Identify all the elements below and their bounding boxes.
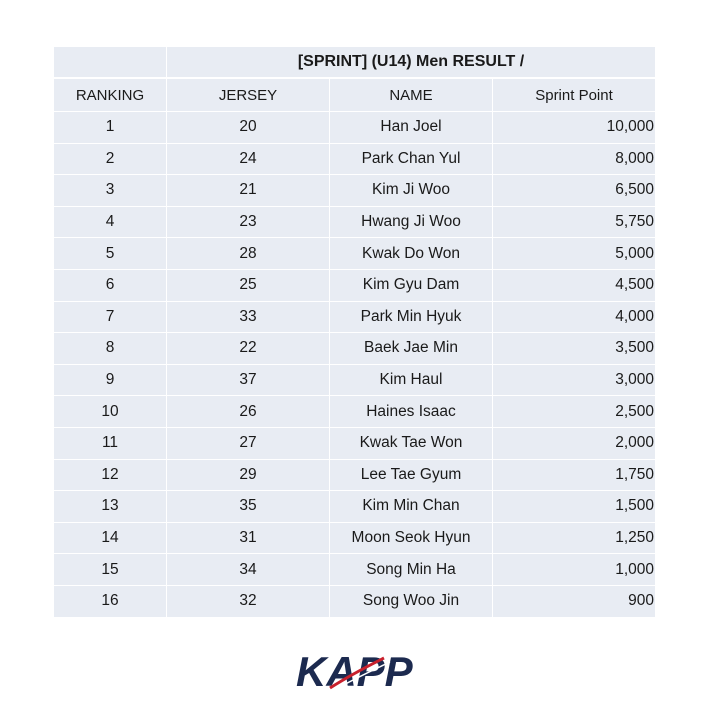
logo-text: KAPP — [296, 648, 413, 692]
ranking-cell: 4 — [54, 207, 166, 238]
ranking-cell: 2 — [54, 144, 166, 175]
sprint-point-cell: 1,500 — [492, 491, 655, 522]
name-cell: Haines Isaac — [329, 396, 492, 427]
jersey-cell: 20 — [166, 112, 329, 143]
jersey-cell: 35 — [166, 491, 329, 522]
jersey-cell: 24 — [166, 144, 329, 175]
kapp-logo — [292, 648, 414, 692]
table-row — [54, 175, 655, 206]
sprint-point-cell: 2,000 — [492, 428, 655, 459]
ranking-cell: 15 — [54, 554, 166, 585]
jersey-cell: 22 — [166, 333, 329, 364]
ranking-cell: 13 — [54, 491, 166, 522]
ranking-cell: 11 — [54, 428, 166, 459]
table-row — [54, 270, 655, 301]
ranking-cell: 5 — [54, 238, 166, 269]
name-cell: Kim Gyu Dam — [329, 270, 492, 301]
table-row — [54, 586, 655, 617]
jersey-cell: 37 — [166, 365, 329, 396]
ranking-cell: 8 — [54, 333, 166, 364]
jersey-cell: 28 — [166, 238, 329, 269]
name-cell: Kim Min Chan — [329, 491, 492, 522]
sprint-point-cell: 1,000 — [492, 554, 655, 585]
jersey-cell: 23 — [166, 207, 329, 238]
name-cell: Moon Seok Hyun — [329, 523, 492, 554]
name-cell: Hwang Ji Woo — [329, 207, 492, 238]
header-name: NAME — [329, 78, 492, 111]
table-row — [54, 491, 655, 522]
jersey-cell: 29 — [166, 460, 329, 491]
ranking-cell: 12 — [54, 460, 166, 491]
table-row — [54, 302, 655, 333]
name-cell: Park Min Hyuk — [329, 302, 492, 333]
sprint-point-cell: 2,500 — [492, 396, 655, 427]
ranking-cell: 7 — [54, 302, 166, 333]
name-cell: Han Joel — [329, 112, 492, 143]
name-cell: Kim Ji Woo — [329, 175, 492, 206]
header-row — [54, 78, 655, 111]
table-row — [54, 554, 655, 585]
name-cell: Baek Jae Min — [329, 333, 492, 364]
table-row — [54, 144, 655, 175]
table-row — [54, 428, 655, 459]
name-cell: Song Woo Jin — [329, 586, 492, 617]
ranking-cell: 1 — [54, 112, 166, 143]
jersey-cell: 34 — [166, 554, 329, 585]
sprint-point-cell: 900 — [492, 586, 655, 617]
table-row — [54, 207, 655, 238]
table-row — [54, 396, 655, 427]
sprint-point-cell: 10,000 — [492, 112, 655, 143]
header-ranking: RANKING — [54, 78, 166, 111]
jersey-cell: 31 — [166, 523, 329, 554]
table-title: [SPRINT] (U14) Men RESULT / — [166, 47, 655, 77]
table-row — [54, 523, 655, 554]
jersey-cell: 27 — [166, 428, 329, 459]
sprint-point-cell: 8,000 — [492, 144, 655, 175]
ranking-cell: 9 — [54, 365, 166, 396]
table-row — [54, 365, 655, 396]
ranking-cell: 16 — [54, 586, 166, 617]
name-cell: Lee Tae Gyum — [329, 460, 492, 491]
ranking-cell: 6 — [54, 270, 166, 301]
table-row — [54, 460, 655, 491]
name-cell: Song Min Ha — [329, 554, 492, 585]
name-cell: Park Chan Yul — [329, 144, 492, 175]
jersey-cell: 25 — [166, 270, 329, 301]
table-body — [54, 112, 655, 617]
name-cell: Kwak Do Won — [329, 238, 492, 269]
ranking-cell: 14 — [54, 523, 166, 554]
ranking-cell: 3 — [54, 175, 166, 206]
sprint-point-cell: 4,500 — [492, 270, 655, 301]
table-row — [54, 112, 655, 143]
sprint-point-cell: 5,000 — [492, 238, 655, 269]
sprint-point-cell: 3,500 — [492, 333, 655, 364]
title-row — [54, 47, 655, 77]
sprint-point-cell: 4,000 — [492, 302, 655, 333]
sprint-point-cell: 1,250 — [492, 523, 655, 554]
name-cell: Kim Haul — [329, 365, 492, 396]
table-row — [54, 238, 655, 269]
jersey-cell: 26 — [166, 396, 329, 427]
name-cell: Kwak Tae Won — [329, 428, 492, 459]
table-row — [54, 333, 655, 364]
sprint-point-cell: 5,750 — [492, 207, 655, 238]
ranking-cell: 10 — [54, 396, 166, 427]
title-blank-cell — [54, 47, 166, 77]
header-sprint-point: Sprint Point — [492, 78, 655, 111]
jersey-cell: 21 — [166, 175, 329, 206]
sprint-point-cell: 1,750 — [492, 460, 655, 491]
sprint-point-cell: 6,500 — [492, 175, 655, 206]
jersey-cell: 33 — [166, 302, 329, 333]
header-jersey: JERSEY — [166, 78, 329, 111]
jersey-cell: 32 — [166, 586, 329, 617]
results-table — [54, 46, 655, 618]
sprint-point-cell: 3,000 — [492, 365, 655, 396]
